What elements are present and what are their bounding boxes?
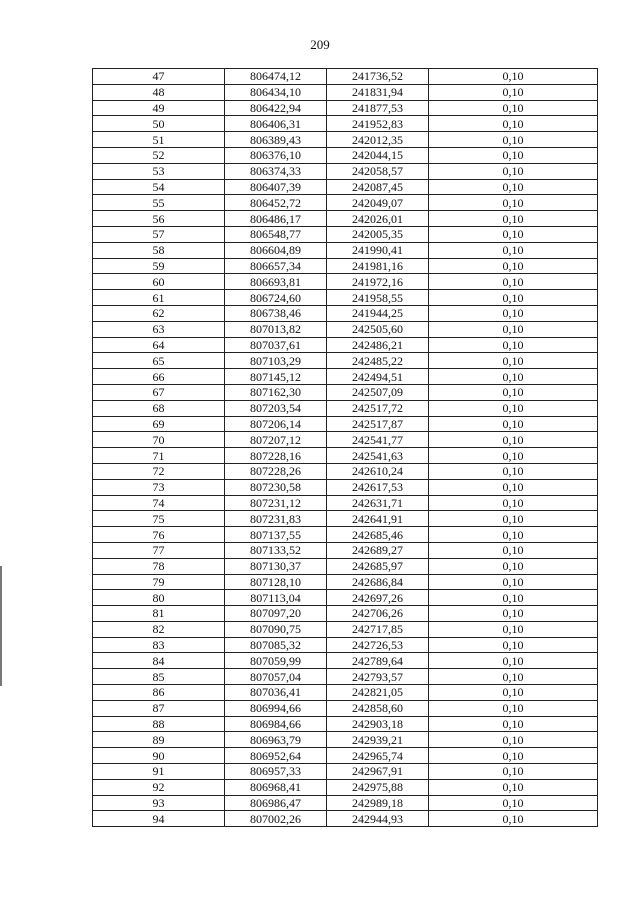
x-coordinate-cell: 806968,41: [225, 779, 327, 795]
y-coordinate-cell: 242726,53: [327, 637, 429, 653]
error-cell: 0,10: [429, 416, 598, 432]
y-coordinate-cell: 242541,63: [327, 448, 429, 464]
table-body: [93, 69, 598, 827]
error-cell: 0,10: [429, 511, 598, 527]
x-coordinate-cell: 807085,32: [225, 637, 327, 653]
y-coordinate-cell: 241736,52: [327, 69, 429, 85]
point-number-cell: 66: [93, 369, 225, 385]
error-cell: 0,10: [429, 163, 598, 179]
scan-edge-mark: [0, 566, 2, 686]
table-row: [93, 448, 598, 464]
error-cell: 0,10: [429, 258, 598, 274]
table-row: [93, 811, 598, 827]
table-row: [93, 637, 598, 653]
table-row: [93, 653, 598, 669]
point-number-cell: 58: [93, 242, 225, 258]
error-cell: 0,10: [429, 574, 598, 590]
point-number-cell: 87: [93, 700, 225, 716]
error-cell: 0,10: [429, 290, 598, 306]
error-cell: 0,10: [429, 69, 598, 85]
table-row: [93, 179, 598, 195]
table-row: [93, 685, 598, 701]
x-coordinate-cell: 806957,33: [225, 764, 327, 780]
error-cell: 0,10: [429, 795, 598, 811]
x-coordinate-cell: 807206,14: [225, 416, 327, 432]
table-row: [93, 590, 598, 606]
point-number-cell: 48: [93, 84, 225, 100]
table-row: [93, 69, 598, 85]
y-coordinate-cell: 242517,72: [327, 400, 429, 416]
point-number-cell: 86: [93, 685, 225, 701]
error-cell: 0,10: [429, 732, 598, 748]
error-cell: 0,10: [429, 384, 598, 400]
y-coordinate-cell: 242967,91: [327, 764, 429, 780]
error-cell: 0,10: [429, 542, 598, 558]
x-coordinate-cell: 807036,41: [225, 685, 327, 701]
error-cell: 0,10: [429, 637, 598, 653]
table-row: [93, 211, 598, 227]
error-cell: 0,10: [429, 527, 598, 543]
point-number-cell: 78: [93, 558, 225, 574]
error-cell: 0,10: [429, 748, 598, 764]
y-coordinate-cell: 241958,55: [327, 290, 429, 306]
point-number-cell: 68: [93, 400, 225, 416]
point-number-cell: 57: [93, 226, 225, 242]
table-row: [93, 748, 598, 764]
y-coordinate-cell: 242087,45: [327, 179, 429, 195]
point-number-cell: 79: [93, 574, 225, 590]
y-coordinate-cell: 241981,16: [327, 258, 429, 274]
y-coordinate-cell: 242858,60: [327, 700, 429, 716]
error-cell: 0,10: [429, 195, 598, 211]
y-coordinate-cell: 242789,64: [327, 653, 429, 669]
y-coordinate-cell: 242541,77: [327, 432, 429, 448]
x-coordinate-cell: 806963,79: [225, 732, 327, 748]
y-coordinate-cell: 242939,21: [327, 732, 429, 748]
table-row: [93, 84, 598, 100]
table-row: [93, 242, 598, 258]
y-coordinate-cell: 242617,53: [327, 479, 429, 495]
x-coordinate-cell: 806474,12: [225, 69, 327, 85]
y-coordinate-cell: 242717,85: [327, 621, 429, 637]
point-number-cell: 72: [93, 463, 225, 479]
page-number: 209: [310, 37, 330, 52]
error-cell: 0,10: [429, 779, 598, 795]
table-row: [93, 195, 598, 211]
x-coordinate-cell: 807231,12: [225, 495, 327, 511]
point-number-cell: 89: [93, 732, 225, 748]
error-cell: 0,10: [429, 811, 598, 827]
x-coordinate-cell: 806984,66: [225, 716, 327, 732]
x-coordinate-cell: 807228,16: [225, 448, 327, 464]
table-row: [93, 258, 598, 274]
point-number-cell: 52: [93, 147, 225, 163]
y-coordinate-cell: 242821,05: [327, 685, 429, 701]
point-number-cell: 56: [93, 211, 225, 227]
error-cell: 0,10: [429, 448, 598, 464]
point-number-cell: 88: [93, 716, 225, 732]
x-coordinate-cell: 806422,94: [225, 100, 327, 116]
x-coordinate-cell: 807057,04: [225, 669, 327, 685]
table-row: [93, 732, 598, 748]
point-number-cell: 65: [93, 353, 225, 369]
x-coordinate-cell: 807230,58: [225, 479, 327, 495]
x-coordinate-cell: 807037,61: [225, 337, 327, 353]
x-coordinate-cell: 806389,43: [225, 132, 327, 148]
error-cell: 0,10: [429, 369, 598, 385]
point-number-cell: 47: [93, 69, 225, 85]
x-coordinate-cell: 806434,10: [225, 84, 327, 100]
table-row: [93, 669, 598, 685]
point-number-cell: 77: [93, 542, 225, 558]
point-number-cell: 94: [93, 811, 225, 827]
table-row: [93, 274, 598, 290]
table-row: [93, 163, 598, 179]
error-cell: 0,10: [429, 716, 598, 732]
y-coordinate-cell: 242049,07: [327, 195, 429, 211]
error-cell: 0,10: [429, 432, 598, 448]
point-number-cell: 60: [93, 274, 225, 290]
y-coordinate-cell: 242944,93: [327, 811, 429, 827]
error-cell: 0,10: [429, 116, 598, 132]
point-number-cell: 51: [93, 132, 225, 148]
error-cell: 0,10: [429, 400, 598, 416]
point-number-cell: 53: [93, 163, 225, 179]
point-number-cell: 75: [93, 511, 225, 527]
point-number-cell: 70: [93, 432, 225, 448]
point-number-cell: 59: [93, 258, 225, 274]
y-coordinate-cell: 242507,09: [327, 384, 429, 400]
table-row: [93, 369, 598, 385]
x-coordinate-cell: 806406,31: [225, 116, 327, 132]
x-coordinate-cell: 807059,99: [225, 653, 327, 669]
error-cell: 0,10: [429, 147, 598, 163]
error-cell: 0,10: [429, 495, 598, 511]
x-coordinate-cell: 806693,81: [225, 274, 327, 290]
table-row: [93, 290, 598, 306]
table-row: [93, 226, 598, 242]
point-number-cell: 62: [93, 305, 225, 321]
x-coordinate-cell: 806724,60: [225, 290, 327, 306]
point-number-cell: 90: [93, 748, 225, 764]
x-coordinate-cell: 806994,66: [225, 700, 327, 716]
table-row: [93, 716, 598, 732]
error-cell: 0,10: [429, 685, 598, 701]
table-row: [93, 416, 598, 432]
point-number-cell: 76: [93, 527, 225, 543]
point-number-cell: 54: [93, 179, 225, 195]
point-number-cell: 69: [93, 416, 225, 432]
point-number-cell: 93: [93, 795, 225, 811]
y-coordinate-cell: 242989,18: [327, 795, 429, 811]
point-number-cell: 55: [93, 195, 225, 211]
y-coordinate-cell: 241952,83: [327, 116, 429, 132]
error-cell: 0,10: [429, 606, 598, 622]
coordinates-table: [92, 68, 598, 827]
point-number-cell: 83: [93, 637, 225, 653]
table-row: [93, 479, 598, 495]
table-row: [93, 353, 598, 369]
x-coordinate-cell: 806604,89: [225, 242, 327, 258]
y-coordinate-cell: 242517,87: [327, 416, 429, 432]
x-coordinate-cell: 806407,39: [225, 179, 327, 195]
error-cell: 0,10: [429, 321, 598, 337]
y-coordinate-cell: 242686,84: [327, 574, 429, 590]
x-coordinate-cell: 807231,83: [225, 511, 327, 527]
x-coordinate-cell: 807130,37: [225, 558, 327, 574]
x-coordinate-cell: 807137,55: [225, 527, 327, 543]
error-cell: 0,10: [429, 211, 598, 227]
error-cell: 0,10: [429, 132, 598, 148]
error-cell: 0,10: [429, 653, 598, 669]
point-number-cell: 64: [93, 337, 225, 353]
error-cell: 0,10: [429, 179, 598, 195]
x-coordinate-cell: 807090,75: [225, 621, 327, 637]
x-coordinate-cell: 806986,47: [225, 795, 327, 811]
error-cell: 0,10: [429, 337, 598, 353]
table-row: [93, 116, 598, 132]
y-coordinate-cell: 242631,71: [327, 495, 429, 511]
x-coordinate-cell: 807133,52: [225, 542, 327, 558]
x-coordinate-cell: 807002,26: [225, 811, 327, 827]
error-cell: 0,10: [429, 463, 598, 479]
y-coordinate-cell: 242505,60: [327, 321, 429, 337]
table-row: [93, 527, 598, 543]
y-coordinate-cell: 242026,01: [327, 211, 429, 227]
error-cell: 0,10: [429, 226, 598, 242]
table-row: [93, 432, 598, 448]
y-coordinate-cell: 242058,57: [327, 163, 429, 179]
y-coordinate-cell: 242689,27: [327, 542, 429, 558]
x-coordinate-cell: 806738,46: [225, 305, 327, 321]
error-cell: 0,10: [429, 764, 598, 780]
error-cell: 0,10: [429, 479, 598, 495]
table-row: [93, 321, 598, 337]
y-coordinate-cell: 242685,46: [327, 527, 429, 543]
table-row: [93, 147, 598, 163]
x-coordinate-cell: 806548,77: [225, 226, 327, 242]
table-row: [93, 558, 598, 574]
error-cell: 0,10: [429, 305, 598, 321]
y-coordinate-cell: 241944,25: [327, 305, 429, 321]
x-coordinate-cell: 807103,29: [225, 353, 327, 369]
x-coordinate-cell: 807203,54: [225, 400, 327, 416]
y-coordinate-cell: 242697,26: [327, 590, 429, 606]
y-coordinate-cell: 242610,24: [327, 463, 429, 479]
point-number-cell: 74: [93, 495, 225, 511]
x-coordinate-cell: 807162,30: [225, 384, 327, 400]
point-number-cell: 82: [93, 621, 225, 637]
x-coordinate-cell: 806452,72: [225, 195, 327, 211]
point-number-cell: 85: [93, 669, 225, 685]
table-row: [93, 495, 598, 511]
table-row: [93, 606, 598, 622]
table-row: [93, 337, 598, 353]
table-row: [93, 542, 598, 558]
point-number-cell: 71: [93, 448, 225, 464]
y-coordinate-cell: 242012,35: [327, 132, 429, 148]
point-number-cell: 92: [93, 779, 225, 795]
x-coordinate-cell: 807013,82: [225, 321, 327, 337]
y-coordinate-cell: 242494,51: [327, 369, 429, 385]
point-number-cell: 81: [93, 606, 225, 622]
error-cell: 0,10: [429, 353, 598, 369]
table-row: [93, 463, 598, 479]
y-coordinate-cell: 242485,22: [327, 353, 429, 369]
x-coordinate-cell: 807207,12: [225, 432, 327, 448]
x-coordinate-cell: 807228,26: [225, 463, 327, 479]
y-coordinate-cell: 242641,91: [327, 511, 429, 527]
x-coordinate-cell: 806657,34: [225, 258, 327, 274]
error-cell: 0,10: [429, 242, 598, 258]
table-row: [93, 795, 598, 811]
point-number-cell: 61: [93, 290, 225, 306]
point-number-cell: 49: [93, 100, 225, 116]
error-cell: 0,10: [429, 274, 598, 290]
point-number-cell: 63: [93, 321, 225, 337]
y-coordinate-cell: 241972,16: [327, 274, 429, 290]
y-coordinate-cell: 242685,97: [327, 558, 429, 574]
point-number-cell: 73: [93, 479, 225, 495]
table-row: [93, 700, 598, 716]
error-cell: 0,10: [429, 590, 598, 606]
point-number-cell: 91: [93, 764, 225, 780]
table-row: [93, 764, 598, 780]
y-coordinate-cell: 242965,74: [327, 748, 429, 764]
y-coordinate-cell: 242975,88: [327, 779, 429, 795]
table-row: [93, 779, 598, 795]
y-coordinate-cell: 242486,21: [327, 337, 429, 353]
y-coordinate-cell: 241990,41: [327, 242, 429, 258]
point-number-cell: 67: [93, 384, 225, 400]
error-cell: 0,10: [429, 621, 598, 637]
table-row: [93, 384, 598, 400]
table-row: [93, 511, 598, 527]
x-coordinate-cell: 807097,20: [225, 606, 327, 622]
table-row: [93, 621, 598, 637]
y-coordinate-cell: 242005,35: [327, 226, 429, 242]
error-cell: 0,10: [429, 700, 598, 716]
y-coordinate-cell: 241877,53: [327, 100, 429, 116]
table-row: [93, 132, 598, 148]
point-number-cell: 80: [93, 590, 225, 606]
x-coordinate-cell: 806374,33: [225, 163, 327, 179]
y-coordinate-cell: 242793,57: [327, 669, 429, 685]
error-cell: 0,10: [429, 84, 598, 100]
x-coordinate-cell: 807113,04: [225, 590, 327, 606]
x-coordinate-cell: 806952,64: [225, 748, 327, 764]
table-row: [93, 400, 598, 416]
x-coordinate-cell: 806486,17: [225, 211, 327, 227]
point-number-cell: 50: [93, 116, 225, 132]
table-row: [93, 305, 598, 321]
y-coordinate-cell: 242044,15: [327, 147, 429, 163]
y-coordinate-cell: 241831,94: [327, 84, 429, 100]
x-coordinate-cell: 807128,10: [225, 574, 327, 590]
point-number-cell: 84: [93, 653, 225, 669]
error-cell: 0,10: [429, 100, 598, 116]
x-coordinate-cell: 806376,10: [225, 147, 327, 163]
x-coordinate-cell: 807145,12: [225, 369, 327, 385]
y-coordinate-cell: 242903,18: [327, 716, 429, 732]
table-row: [93, 100, 598, 116]
error-cell: 0,10: [429, 669, 598, 685]
table-row: [93, 574, 598, 590]
y-coordinate-cell: 242706,26: [327, 606, 429, 622]
error-cell: 0,10: [429, 558, 598, 574]
